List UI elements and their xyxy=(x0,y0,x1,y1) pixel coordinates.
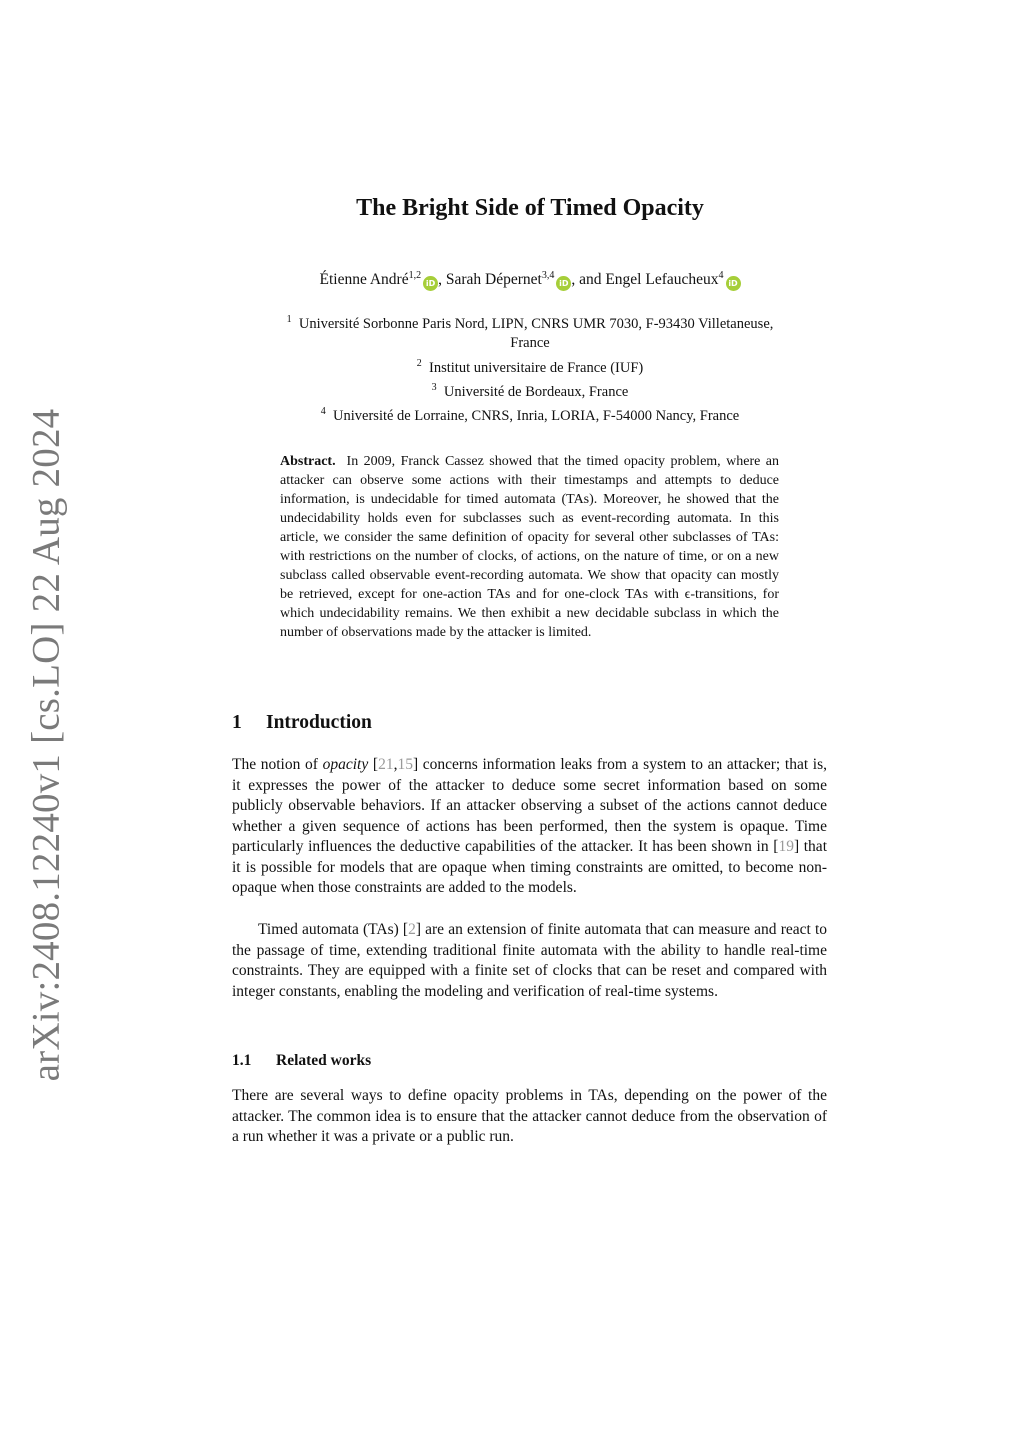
emphasis-opacity: opacity xyxy=(322,756,369,773)
orcid-icon[interactable]: iD xyxy=(556,276,571,291)
affiliation-3 xyxy=(0,378,1024,402)
author-affil-sup: 4 xyxy=(718,270,724,281)
affiliation-4 xyxy=(0,402,1024,426)
related-works-paragraph: There are several ways to define opacity problems in TAs, depending on the power of the attacker. The common idea is to ensure that the attacker cannot deduce from the observation of a run whether it was a private or a public run. xyxy=(232,1087,827,1145)
author-name: Sarah Dépernet xyxy=(445,271,542,289)
arxiv-identifier-text: arXiv:2408.12240v1 [cs.LO] 22 Aug 2024 xyxy=(24,408,68,1082)
intro-paragraph-2 xyxy=(232,920,827,1002)
abstract xyxy=(280,452,779,642)
text-run: ] that it is possible for models that are opaque when timing constraints are omitted, to become non-opaque when those constraints are added to the models. xyxy=(232,838,827,896)
affiliation-number: 1 xyxy=(286,314,292,325)
text-run: Timed automata (TAs) [ xyxy=(258,921,409,938)
affiliation-text: Université Sorbonne Paris Nord, LIPN, CNRS UMR 7030, F-93430 Villetaneuse, xyxy=(298,315,774,332)
subsection-number: 1.1 xyxy=(232,1052,252,1069)
affiliation-1 xyxy=(0,310,1024,334)
citation-link[interactable]: 2 xyxy=(408,921,416,938)
abstract-label: Abstract. xyxy=(280,454,336,469)
author-separator: , xyxy=(438,271,446,289)
author-name: Étienne André xyxy=(319,271,409,289)
section-heading-introduction xyxy=(232,712,372,734)
orcid-icon[interactable]: iD xyxy=(726,276,741,291)
abstract-text: In 2009, Franck Cassez showed that the timed opacity problem, where an attacker can observe some actions with their timestamps and attempts to deduce information, is undecidable for timed automata (TAs). Moreover, he showed that the undecidability holds even for subclasses such as event-recording automata. In this article, we consider the same definition of opacity for several other subclasses of TAs: with restrictions on the number of clocks, of actions, on the nature of time, or on a new subclass called observable event-recording automata. We show that opacity can mostly be retrieved, except for one-action TAs and for one-clock TAs with ϵ-transitions, for which undecidability remains. We then exhibit a new decidable subclass in which the number of observations made by the attacker is limited. xyxy=(280,454,779,640)
author-list xyxy=(0,270,1024,291)
citation-link[interactable]: 21 xyxy=(378,756,394,773)
author-affil-sup: 1,2 xyxy=(408,270,422,281)
affiliation-list xyxy=(0,310,1024,427)
section-number: 1 xyxy=(232,712,242,733)
affiliation-2 xyxy=(0,354,1024,378)
paper-title: The Bright Side of Timed Opacity xyxy=(356,195,704,221)
affiliation-text: Université de Bordeaux, France xyxy=(443,383,629,400)
affiliation-1-continued: France xyxy=(510,335,550,352)
affiliation-text: Université de Lorraine, CNRS, Inria, LORIA, F-54000 Nancy, France xyxy=(333,408,740,425)
text-run: ] concerns information leaks from a system to an attacker; that is, it expresses the power of the attacker to deduce some secret information based on some publicly observable behaviors. If an attacker observing a subset of the actions cannot deduce whether a given sequence of actions has been performed, then the system is opaque. Time particularly influences the deductive capabilities of the attacker. It has been shown in [ xyxy=(232,756,828,855)
citation-link[interactable]: 15 xyxy=(397,756,413,773)
section-title: Introduction xyxy=(266,712,372,733)
orcid-icon[interactable]: iD xyxy=(423,276,438,291)
text-run: [ xyxy=(368,756,379,773)
subsection-heading-related-works xyxy=(232,1052,371,1070)
author-affil-sup: 3,4 xyxy=(541,270,555,281)
text-run: ] are an extension of finite automata that can measure and react to the passage of time, extending traditional finite automata with the ability to handle real-time constraints. They are equipped with a finite set of clocks that can be reset and compared with integer constants, enabling the modeling and verification of real-time systems. xyxy=(232,921,827,1000)
affiliation-number: 4 xyxy=(320,406,326,418)
affiliation-text: Institut universitaire de France (IUF) xyxy=(429,359,644,376)
affiliation-number: 3 xyxy=(431,382,437,394)
author-separator: , and xyxy=(571,271,606,289)
affiliation-number: 2 xyxy=(416,357,422,369)
text-run: , xyxy=(393,756,398,773)
text-run: The notion of xyxy=(232,756,323,773)
author-name: Engel Lefaucheux xyxy=(605,271,719,289)
citation-link[interactable]: 19 xyxy=(778,838,794,855)
subsection-title: Related works xyxy=(276,1052,372,1069)
intro-paragraph-1 xyxy=(232,755,827,899)
